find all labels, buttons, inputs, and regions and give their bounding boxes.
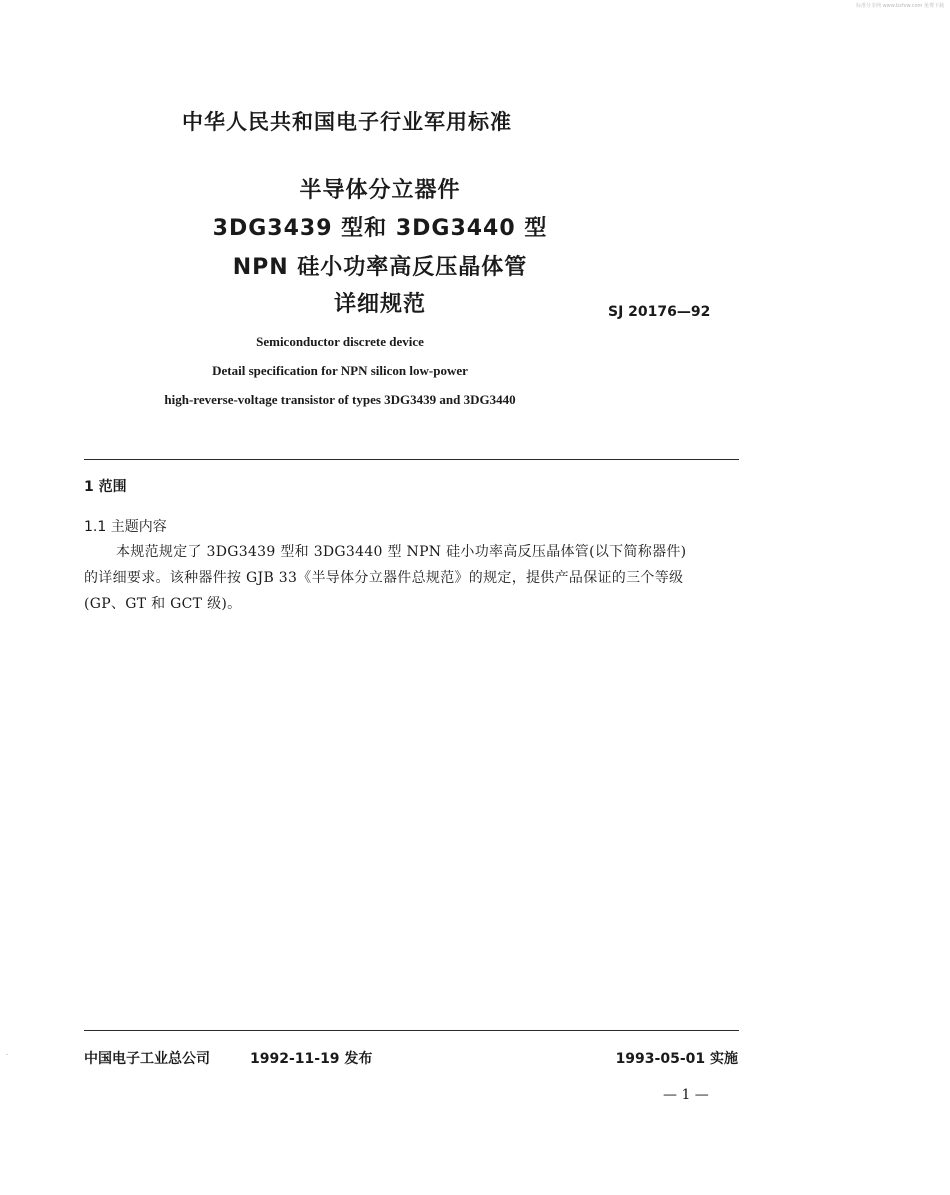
title-line-4: 详细规范	[333, 292, 426, 317]
title-line-2: 3DG3439 型和 3DG3440 型	[212, 216, 548, 241]
title-line-1: 半导体分立器件	[299, 178, 461, 203]
standard-code: SJ 20176—92	[608, 304, 711, 320]
page-number: — 1 —	[663, 1087, 709, 1103]
header-divider	[84, 459, 739, 460]
publish-date: 1992-11-19 发布	[250, 1051, 373, 1067]
english-title-line-1: Semiconductor discrete device	[256, 334, 424, 349]
subsection-heading-subject: 1.1 主题内容	[84, 519, 167, 535]
paragraph-line-3: (GP、GT 和 GCT 级)。	[84, 596, 242, 612]
watermark-text: 标准分享网 www.bzfxw.com 免费下载	[856, 3, 944, 9]
section-heading-scope: 1 范围	[84, 479, 127, 495]
title-line-3: NPN 硅小功率高反压晶体管	[232, 255, 528, 280]
paragraph-line-2: 的详细要求。该种器件按 GJB 33《半导体分立器件总规范》的规定，提供产品保证的三个等级	[84, 570, 684, 586]
publisher-name: 中国电子工业总公司	[84, 1051, 210, 1067]
paragraph-line-1: 本规范规定了 3DG3439 型和 3DG3440 型 NPN 硅小功率高反压晶体管(以下简称器件)	[116, 544, 687, 560]
margin-dot: ·	[6, 1052, 8, 1059]
footer-divider	[84, 1030, 739, 1031]
effective-date: 1993-05-01 实施	[615, 1051, 738, 1067]
english-title-line-3: high-reverse-voltage transistor of types 3DG3439 and 3DG3440	[164, 392, 516, 407]
industry-standard-heading: 中华人民共和国电子行业军用标准	[182, 110, 512, 134]
english-title-line-2: Detail specification for NPN silicon low-power	[212, 363, 468, 378]
